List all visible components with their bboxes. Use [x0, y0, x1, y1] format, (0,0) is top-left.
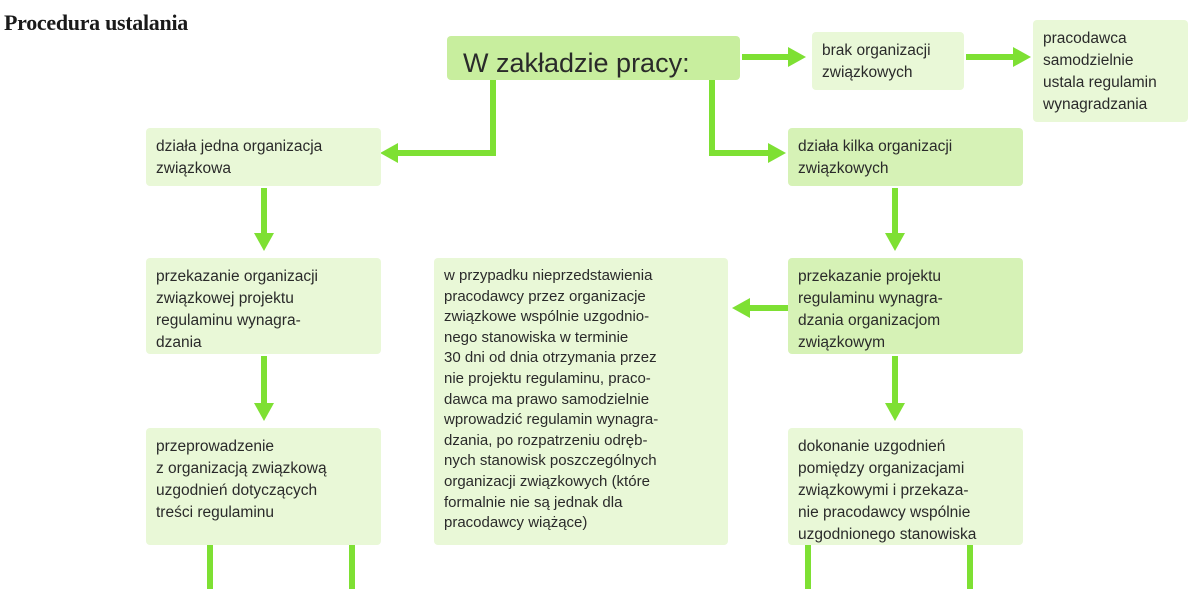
node-one-union: działa jedna organizacja związkowa: [146, 128, 381, 186]
diagram-title: Procedura ustalania: [4, 10, 188, 35]
arrowhead: [885, 233, 905, 251]
arrowhead: [254, 233, 274, 251]
arrowhead: [768, 143, 786, 163]
node-main: W zakładzie pracy:: [447, 36, 740, 80]
arrow-main-to-many-unions: [712, 80, 770, 153]
arrowhead: [788, 47, 806, 67]
node-no-union: brak organizacji związkowych: [812, 32, 964, 90]
arrowhead: [732, 298, 750, 318]
node-pass-many: przekazanie projektu regulaminu wynagra- dzania organizacjom związkowym: [788, 258, 1023, 354]
node-many-unions: działa kilka organizacji związkowych: [788, 128, 1023, 186]
arrowhead: [254, 403, 274, 421]
arrowhead: [380, 143, 398, 163]
node-no-position: w przypadku nieprzedstawienia pracodawcy przez organizacje związkowe wspólnie uzgodnio- nego stanowiska w terminie 30 dni od dnia otrzymania przez nie projektu regulaminu, praco- dawca ma prawo samodzielnie wprowadzić regulamin wynagra- dzania, po rozpatrzeniu odręb- nych stanowisk poszczególnych organizacji związkowych (które formalnie nie są jednak dla pracodawcy wiążące): [434, 258, 728, 545]
node-agree-many: dokonanie uzgodnień pomiędzy organizacjami związkowymi i przekaza- nie pracodawcy wspólnie uzgodnionego stanowiska: [788, 428, 1023, 545]
node-employer-alone: pracodawca samodzielnie ustala regulamin wynagradzania: [1033, 20, 1188, 122]
node-agree-one: przeprowadzenie z organizacją związkową uzgodnień dotyczących treści regulaminu: [146, 428, 381, 545]
arrowhead: [1013, 47, 1031, 67]
node-pass-one: przekazanie organizacji związkowej projektu regulaminu wynagra- dzania: [146, 258, 381, 354]
arrow-main-to-one-union: [395, 80, 493, 153]
arrowhead: [885, 403, 905, 421]
